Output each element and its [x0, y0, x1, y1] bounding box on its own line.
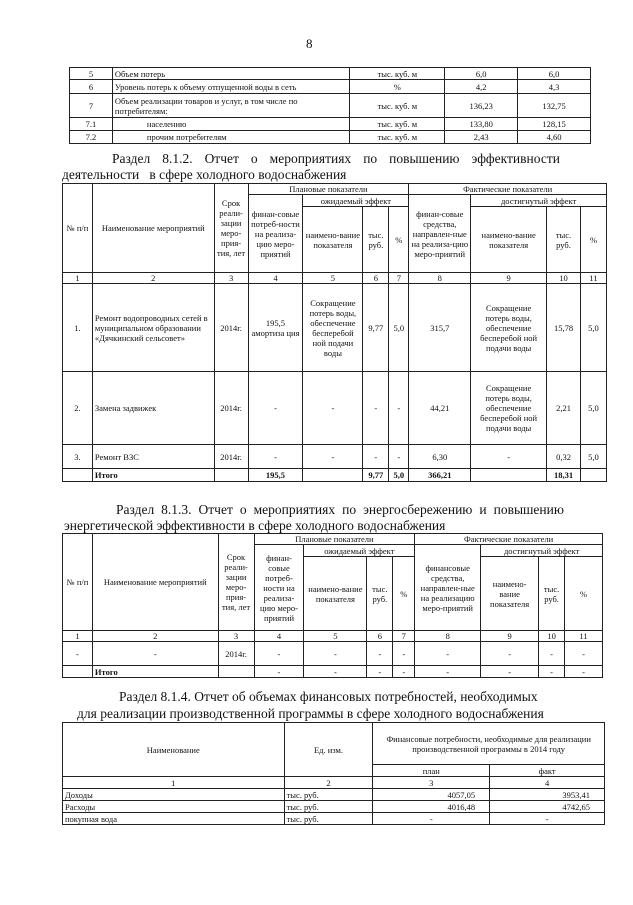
fin-spent-header: финансовые средства, направлен-ные на реализацию меро-приятий [415, 545, 481, 631]
col-number-header: № п/п [63, 184, 93, 273]
column-number: 10 [539, 631, 565, 642]
table-row [70, 131, 591, 144]
row-fact-indicator: Сокращение потерь воды, обеспечение бесперебой ной подачи воды [471, 372, 547, 445]
row-term: 2014г. [214, 372, 248, 445]
row-fin-needs: - [254, 642, 304, 666]
indicator-header: наимено-вание показателя [481, 557, 539, 631]
row-fact-pct: - [565, 642, 603, 666]
row-unit: тыс. руб. [284, 789, 373, 801]
row-fact-pct: 5,0 [580, 284, 606, 372]
heading-word: по [363, 151, 378, 166]
total-rub: 9,77 [363, 469, 389, 482]
fact-header: факт [490, 765, 605, 777]
row-unit: тыс. куб. м [350, 68, 445, 80]
table-row [63, 445, 607, 469]
row-indicator: - [304, 642, 367, 666]
col-term-header: Срок реали-зации меро-прия-тия, лет [214, 184, 248, 273]
heading-word: Раздел [112, 151, 151, 166]
row-fact-value: 132,75 [518, 94, 591, 118]
total-indicator: - [304, 666, 367, 678]
achieved-effect-header: достигнутый эффект [471, 195, 607, 207]
row-number: 3. [63, 445, 93, 469]
page-number: 8 [306, 36, 313, 51]
heading-word: энергосбережению [363, 502, 473, 517]
row-fact-indicator: - [481, 642, 539, 666]
heading-word: Раздел [116, 502, 155, 517]
row-plan: 4057,05 [373, 789, 490, 801]
column-number: 1 [63, 777, 285, 789]
section-813-heading-line2: энергетической эффективности в сфере холодного водоснабжения [64, 518, 446, 533]
column-number: 7 [393, 631, 415, 642]
col-name-header: Наименование мероприятий [92, 534, 218, 631]
column-number: 1 [63, 273, 93, 284]
row-number: 7.1 [70, 118, 113, 131]
total-spacer [580, 469, 606, 482]
table-row [63, 789, 605, 801]
row-fact: 4742,65 [490, 801, 605, 813]
column-number: 9 [481, 631, 539, 642]
row-plan-value: 133,80 [445, 118, 518, 131]
row-fact: - [490, 813, 605, 825]
row-number: - [63, 642, 93, 666]
column-numbers-row [63, 631, 603, 642]
row-term: 2014г. [214, 445, 248, 469]
row-indicator: Сокращение потерь воды, обеспечение бесперебой ной подачи воды [303, 284, 363, 372]
row-number: 6 [70, 80, 113, 94]
total-row [63, 469, 607, 482]
heading-word: Отчет [198, 502, 233, 517]
total-row [63, 666, 603, 678]
heading-word: повышению [389, 151, 460, 166]
total-spacer [303, 469, 363, 482]
row-name: Объем реализации товаров и услуг, в том числе по потребителям: [112, 94, 350, 118]
row-plan-value: 4,2 [445, 80, 518, 94]
row-fact-rub: - [539, 642, 565, 666]
total-spacer [218, 666, 254, 678]
row-fact-fin: 315,7 [409, 284, 471, 372]
section-812-heading-line2: деятельности в сфере холодного водоснабжения [62, 167, 347, 182]
table-row [70, 68, 591, 80]
row-unit: тыс. куб. м [350, 94, 445, 118]
total-fact-pct: - [565, 666, 603, 678]
expected-effect-header: ожидаемый эффект [304, 545, 415, 557]
table-row [63, 284, 607, 372]
row-fin-needs: - [248, 372, 303, 445]
unit-header: Ед. изм. [284, 723, 373, 777]
row-number: 2. [63, 372, 93, 445]
row-plan: 4016,48 [373, 801, 490, 813]
row-name: Замена задвижек [92, 372, 214, 445]
column-numbers-row [63, 777, 605, 789]
column-number: 2 [92, 273, 214, 284]
column-number: 11 [565, 631, 603, 642]
total-spacer [471, 469, 547, 482]
row-fact-rub: 0,32 [547, 445, 581, 469]
column-number: 6 [363, 273, 389, 284]
row-fact-value: 4,3 [518, 80, 591, 94]
row-name: покупная вода [63, 813, 285, 825]
total-fin: 195,5 [248, 469, 303, 482]
table-row [70, 118, 591, 131]
row-pct: - [393, 642, 415, 666]
total-spacer [63, 469, 93, 482]
heading-word: о [250, 151, 258, 166]
row-plan-value: 136,23 [445, 94, 518, 118]
row-fact-rub: 2,21 [547, 372, 581, 445]
row-fact-indicator: - [471, 445, 547, 469]
row-name: Доходы [63, 789, 285, 801]
column-number: 4 [490, 777, 605, 789]
column-number: 1 [63, 631, 93, 642]
fin-spent-header: финан-совые средства, направлен-ные на реализа-цию меро-приятий [409, 195, 471, 273]
col-name-header: Наименование мероприятий [92, 184, 214, 273]
heading-word: эффективности [471, 151, 560, 166]
expected-effect-header: ожидаемый эффект [303, 195, 409, 207]
table-row [70, 94, 591, 118]
heading-word: 8.1.2. [162, 151, 193, 166]
column-number: 7 [389, 273, 409, 284]
row-fact: 3953,41 [490, 789, 605, 801]
column-number: 3 [218, 631, 254, 642]
percent-header: % [389, 207, 409, 273]
total-fact-fin: - [415, 666, 481, 678]
column-number: 8 [415, 631, 481, 642]
percent-header: % [393, 557, 415, 631]
row-name: Ремонт водопроводных сетей в муниципальном образовании «Дячкинский сельсовет» [92, 284, 214, 372]
heading-word: повышению [493, 502, 564, 517]
row-name: Уровень потерь к объему отпущенной воды в сеть [112, 80, 350, 94]
row-name: прочим потребителям [112, 131, 350, 144]
table-row [63, 801, 605, 813]
row-pct: - [389, 372, 409, 445]
col-number-header: № п/п [63, 534, 93, 631]
actual-header: Фактические показатели [415, 534, 603, 545]
indicator-header: наимено-вание показателя [304, 557, 367, 631]
row-rub: - [367, 642, 393, 666]
thousand-rub-header: тыс. руб. [547, 207, 581, 273]
col-term-header: Срок реали-зации меро-прия-тия, лет [218, 534, 254, 631]
heading-word: 8.1.3. [161, 502, 192, 517]
column-number: 3 [373, 777, 490, 789]
total-spacer [214, 469, 248, 482]
row-pct: 5,0 [389, 284, 409, 372]
efficiency-measures-table [62, 183, 607, 482]
table-row [63, 372, 607, 445]
table-row [70, 80, 591, 94]
row-pct: - [389, 445, 409, 469]
row-plan: - [373, 813, 490, 825]
row-unit: тыс. куб. м [350, 118, 445, 131]
heading-word: и [479, 502, 487, 517]
total-pct: - [393, 666, 415, 678]
column-number: 10 [547, 273, 581, 284]
row-name: Расходы [63, 801, 285, 813]
energy-saving-measures-table [62, 533, 603, 678]
indicator-header: наимено-вание показателя [471, 207, 547, 273]
row-fact-indicator: Сокращение потерь воды, обеспечение бесперебой ной подачи воды [471, 284, 547, 372]
row-indicator: - [303, 372, 363, 445]
section-814-heading: Раздел 8.1.4. Отчет об объемах финансовых потребностей, необходимых [119, 689, 538, 704]
table-row [63, 642, 603, 666]
row-fact-value: 128,15 [518, 118, 591, 131]
total-label: Итого [92, 666, 218, 678]
row-name: Объем потерь [112, 68, 350, 80]
row-plan-value: 6,0 [445, 68, 518, 80]
row-fin-needs: 195,5 амортиза ция [248, 284, 303, 372]
column-number: 9 [471, 273, 547, 284]
total-fin: - [254, 666, 304, 678]
total-fact-rub: 18,31 [547, 469, 581, 482]
row-fact-pct: 5,0 [580, 445, 606, 469]
section-814-heading-line2: для реализации производственной программы в сфере холодного водоснабжения [77, 706, 544, 721]
total-fact-rub: - [539, 666, 565, 678]
row-fact-pct: 5,0 [580, 372, 606, 445]
indicator-header: наимено-вание показателя [303, 207, 363, 273]
achieved-effect-header: достигнутый эффект [481, 545, 603, 557]
total-label: Итого [92, 469, 214, 482]
header-row [63, 723, 605, 765]
row-plan-value: 2,43 [445, 131, 518, 144]
actual-header: Фактические показатели [409, 184, 607, 195]
table-row [63, 813, 605, 825]
row-number: 7.2 [70, 131, 113, 144]
row-rub: 9,77 [363, 284, 389, 372]
total-fact-indicator: - [481, 666, 539, 678]
heading-word: о [239, 502, 247, 517]
column-number: 4 [254, 631, 304, 642]
row-fact-fin: 44,21 [409, 372, 471, 445]
header-row [63, 184, 607, 195]
row-name: населению [112, 118, 350, 131]
percent-header: % [580, 207, 606, 273]
name-header: Наименование [63, 723, 285, 777]
percent-header: % [565, 557, 603, 631]
row-rub: - [363, 372, 389, 445]
row-unit: % [350, 80, 445, 94]
thousand-rub-header: тыс. руб. [539, 557, 565, 631]
row-fact-fin: - [415, 642, 481, 666]
column-number: 4 [248, 273, 303, 284]
row-indicator: - [303, 445, 363, 469]
column-number: 11 [580, 273, 606, 284]
volumes-table [69, 67, 591, 144]
heading-word: мероприятиях [269, 151, 352, 166]
row-fin-needs: - [248, 445, 303, 469]
section-813-heading [116, 502, 564, 517]
row-number: 5 [70, 68, 113, 80]
column-number: 5 [303, 273, 363, 284]
row-fact-rub: 15,78 [547, 284, 581, 372]
total-pct: 5,0 [389, 469, 409, 482]
column-number: 5 [304, 631, 367, 642]
row-fact-fin: 6,30 [409, 445, 471, 469]
row-term: 2014г. [218, 642, 254, 666]
plan-header: план [373, 765, 490, 777]
row-fact-value: 4,60 [518, 131, 591, 144]
column-number: 3 [214, 273, 248, 284]
column-number: 8 [409, 273, 471, 284]
financial-needs-table [62, 722, 605, 825]
row-number: 7 [70, 94, 113, 118]
total-spacer [63, 666, 93, 678]
row-unit: тыс. руб. [284, 813, 373, 825]
fin-needs-header: финан-совые потреб-ности на реализа-цию меро-приятий [248, 195, 303, 273]
section-812-heading [112, 151, 560, 166]
row-fact-value: 6,0 [518, 68, 591, 80]
fin-needs-header: Финансовые потребности, необходимые для реализации производственной программы в 2014 году [373, 723, 605, 765]
total-rub: - [367, 666, 393, 678]
heading-word: Отчет [204, 151, 239, 166]
column-numbers-row [63, 273, 607, 284]
row-term: 2014г. [214, 284, 248, 372]
row-unit: тыс. куб. м [350, 131, 445, 144]
planned-header: Плановые показатели [248, 184, 409, 195]
row-name: - [92, 642, 218, 666]
thousand-rub-header: тыс. руб. [363, 207, 389, 273]
row-name: Ремонт ВЗС [92, 445, 214, 469]
column-number: 2 [284, 777, 373, 789]
row-rub: - [363, 445, 389, 469]
planned-header: Плановые показатели [254, 534, 415, 545]
row-unit: тыс. руб. [284, 801, 373, 813]
column-number: 6 [367, 631, 393, 642]
thousand-rub-header: тыс. руб. [367, 557, 393, 631]
row-number: 1. [63, 284, 93, 372]
heading-word: по [342, 502, 357, 517]
column-number: 2 [92, 631, 218, 642]
header-row [63, 534, 603, 545]
total-fact-fin: 366,21 [409, 469, 471, 482]
heading-word: мероприятиях [253, 502, 336, 517]
fin-needs-header: финан-совые потреб-ности на реализа-цию меро-приятий [254, 545, 304, 631]
